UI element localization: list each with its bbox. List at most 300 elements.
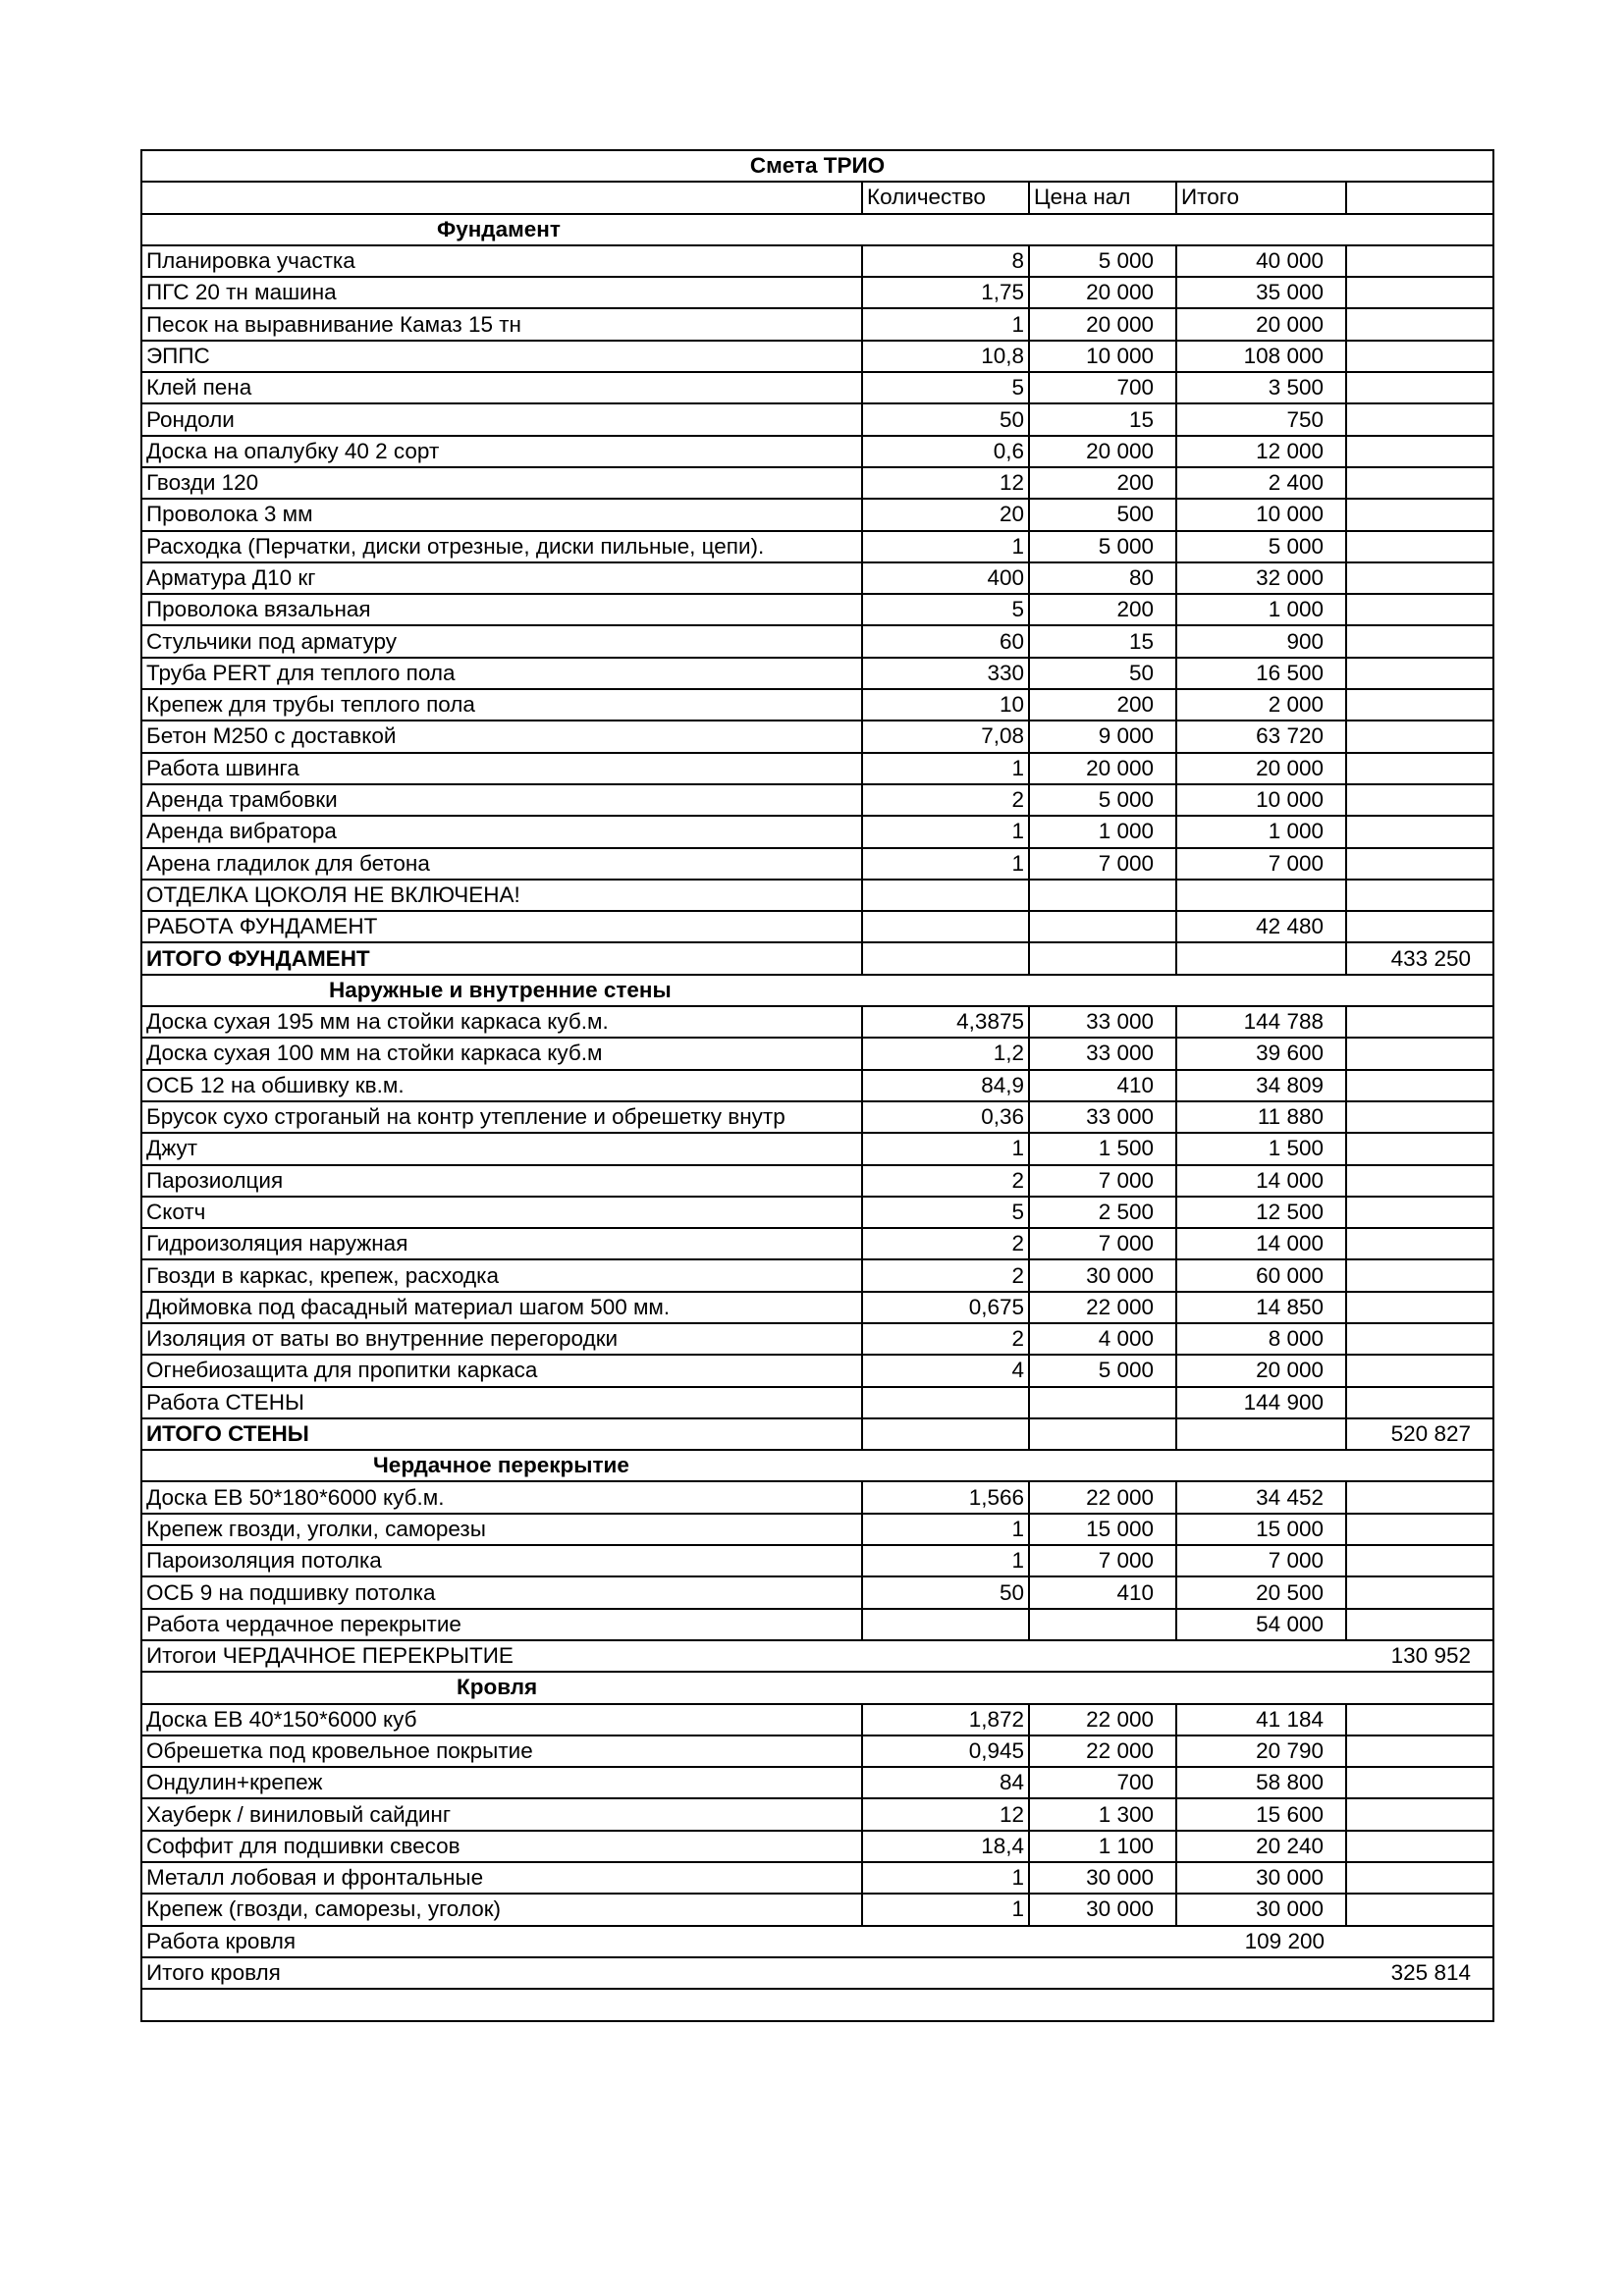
- item-qty: 1: [862, 1894, 1029, 1925]
- item-name: ПГС 20 тн машина: [141, 277, 862, 308]
- item-price: [1029, 1609, 1176, 1640]
- item-qty: 10: [862, 689, 1029, 721]
- item-total: 42 480: [1176, 911, 1346, 942]
- item-qty: [862, 1387, 1029, 1418]
- sheet-title: Смета ТРИО: [141, 150, 1493, 182]
- item-name: Джут: [141, 1133, 862, 1164]
- item-sum: [1346, 245, 1493, 277]
- item-name: Ондулин+крепеж: [141, 1767, 862, 1798]
- item-sum: [1346, 341, 1493, 372]
- item-sum: [1346, 848, 1493, 880]
- item-row: [141, 1798, 1493, 1830]
- item-price: 30 000: [1029, 1259, 1176, 1291]
- item-row: [141, 658, 1493, 689]
- item-total: 12 000: [1176, 436, 1346, 467]
- item-sum: [1346, 689, 1493, 721]
- item-name: Бетон М250 с доставкой: [141, 721, 862, 752]
- item-sum: [1346, 1165, 1493, 1197]
- item-row: [141, 1514, 1493, 1545]
- item-sum: [1346, 1323, 1493, 1355]
- item-row: [141, 436, 1493, 467]
- item-name: Пароизоляция потолка: [141, 1545, 862, 1576]
- item-qty: 10,8: [862, 341, 1029, 372]
- item-name: Парозиолция: [141, 1165, 862, 1197]
- item-name: Проволока 3 мм: [141, 499, 862, 530]
- item-name: Аренда вибратора: [141, 816, 862, 847]
- item-sum: [1346, 1735, 1493, 1767]
- total-sum: 130 952: [1346, 1640, 1493, 1672]
- section-total-row: [141, 1640, 1493, 1672]
- item-total: [1176, 880, 1346, 911]
- item-price: 700: [1029, 372, 1176, 403]
- item-name: Крепеж гвозди, уголки, саморезы: [141, 1514, 862, 1545]
- item-total: 14 850: [1176, 1292, 1346, 1323]
- item-sum: [1346, 1609, 1493, 1640]
- item-qty: 4: [862, 1355, 1029, 1386]
- item-qty: [862, 1609, 1029, 1640]
- item-sum: [1346, 1387, 1493, 1418]
- item-sum: [1346, 562, 1493, 594]
- section-total-row: [141, 942, 1493, 974]
- item-qty: 1: [862, 848, 1029, 880]
- item-name: Доска на опалубку 40 2 сорт: [141, 436, 862, 467]
- item-price: 20 000: [1029, 277, 1176, 308]
- item-row: [141, 1894, 1493, 1925]
- item-sum: [1346, 436, 1493, 467]
- item-name: Проволока вязальная: [141, 594, 862, 625]
- item-total: 1 500: [1176, 1133, 1346, 1164]
- item-total: 20 790: [1176, 1735, 1346, 1767]
- item-name: РАБОТА ФУНДАМЕНТ: [141, 911, 862, 942]
- item-total: 750: [1176, 403, 1346, 435]
- item-row: [141, 1387, 1493, 1418]
- section-total-row: [141, 1957, 1493, 1989]
- empty-cell: [141, 1989, 1493, 2020]
- item-name: Работа СТЕНЫ: [141, 1387, 862, 1418]
- item-qty: 0,6: [862, 436, 1029, 467]
- item-total: 12 500: [1176, 1197, 1346, 1228]
- item-name: Гвозди в каркас, крепеж, расходка: [141, 1259, 862, 1291]
- item-row: [141, 1545, 1493, 1576]
- item-row: [141, 1038, 1493, 1069]
- item-sum: [1346, 594, 1493, 625]
- work-row: [141, 1926, 1493, 1957]
- item-total: 20 000: [1176, 308, 1346, 340]
- item-qty: 5: [862, 372, 1029, 403]
- item-total: 144 788: [1176, 1006, 1346, 1038]
- item-qty: 1,872: [862, 1704, 1029, 1735]
- item-sum: [1346, 1481, 1493, 1513]
- item-row: [141, 1576, 1493, 1608]
- item-sum: [1346, 1228, 1493, 1259]
- section-row: [141, 1450, 1493, 1481]
- item-price: 30 000: [1029, 1894, 1176, 1925]
- item-name: Гвозди 120: [141, 467, 862, 499]
- item-sum: [1346, 1704, 1493, 1735]
- item-row: [141, 1355, 1493, 1386]
- item-total: 15 000: [1176, 1514, 1346, 1545]
- item-sum: [1346, 403, 1493, 435]
- item-total: 20 000: [1176, 753, 1346, 784]
- header-qty: Количество: [862, 182, 1029, 213]
- item-name: Крепеж для трубы теплого пола: [141, 689, 862, 721]
- item-row: [141, 1704, 1493, 1735]
- item-qty: 2: [862, 1259, 1029, 1291]
- item-row: [141, 1292, 1493, 1323]
- item-sum: [1346, 1006, 1493, 1038]
- item-price: 80: [1029, 562, 1176, 594]
- item-qty: 1: [862, 1514, 1029, 1545]
- item-price: 2 500: [1029, 1197, 1176, 1228]
- item-qty: [862, 911, 1029, 942]
- item-total: 34 809: [1176, 1070, 1346, 1101]
- item-row: [141, 1862, 1493, 1894]
- item-sum: [1346, 372, 1493, 403]
- item-name: Доска сухая 100 мм на стойки каркаса куб.м: [141, 1038, 862, 1069]
- section-row: [141, 975, 1493, 1006]
- item-total: 1 000: [1176, 816, 1346, 847]
- item-row: [141, 784, 1493, 816]
- section-title: Кровля: [141, 1672, 1493, 1703]
- item-row: [141, 1101, 1493, 1133]
- item-qty: 330: [862, 658, 1029, 689]
- item-price: 7 000: [1029, 848, 1176, 880]
- item-row: [141, 1070, 1493, 1101]
- section-title: Наружные и внутренние стены: [141, 975, 1493, 1006]
- empty-row: [141, 1989, 1493, 2020]
- item-qty: 8: [862, 245, 1029, 277]
- item-price: 10 000: [1029, 341, 1176, 372]
- item-sum: [1346, 880, 1493, 911]
- item-price: 15: [1029, 625, 1176, 657]
- item-price: 22 000: [1029, 1704, 1176, 1735]
- item-sum: [1346, 308, 1493, 340]
- item-sum: [1346, 1798, 1493, 1830]
- item-total: 39 600: [1176, 1038, 1346, 1069]
- item-row: [141, 848, 1493, 880]
- item-qty: 5: [862, 594, 1029, 625]
- item-price: [1029, 1387, 1176, 1418]
- item-price: 33 000: [1029, 1006, 1176, 1038]
- item-total: 32 000: [1176, 562, 1346, 594]
- item-price: 15 000: [1029, 1514, 1176, 1545]
- item-sum: [1346, 531, 1493, 562]
- item-sum: [1346, 277, 1493, 308]
- total-label: ИТОГО ФУНДАМЕНТ: [141, 942, 862, 974]
- item-row: [141, 753, 1493, 784]
- item-qty: 4,3875: [862, 1006, 1029, 1038]
- section-title: Чердачное перекрытие: [141, 1450, 1493, 1481]
- item-total: 54 000: [1176, 1609, 1346, 1640]
- item-total: 35 000: [1176, 277, 1346, 308]
- item-qty: 0,945: [862, 1735, 1029, 1767]
- item-total: 20 000: [1176, 1355, 1346, 1386]
- item-row: [141, 1609, 1493, 1640]
- item-price: 5 000: [1029, 784, 1176, 816]
- title-row: [141, 150, 1493, 182]
- item-row: [141, 880, 1493, 911]
- item-price: 5 000: [1029, 245, 1176, 277]
- item-price: 22 000: [1029, 1292, 1176, 1323]
- item-row: [141, 625, 1493, 657]
- item-name: Изоляция от ваты во внутренние перегородки: [141, 1323, 862, 1355]
- item-total: 7 000: [1176, 848, 1346, 880]
- header-row: [141, 182, 1493, 213]
- item-qty: [862, 880, 1029, 911]
- item-sum: [1346, 1862, 1493, 1894]
- item-price: 5 000: [1029, 531, 1176, 562]
- item-qty: 1: [862, 1545, 1029, 1576]
- total-qty: [862, 1418, 1029, 1450]
- item-name: Хауберк / виниловый сайдинг: [141, 1798, 862, 1830]
- item-qty: 50: [862, 1576, 1029, 1608]
- item-sum: [1346, 1355, 1493, 1386]
- item-row: [141, 1165, 1493, 1197]
- item-total: 41 184: [1176, 1704, 1346, 1735]
- item-price: 7 000: [1029, 1228, 1176, 1259]
- item-total: 20 500: [1176, 1576, 1346, 1608]
- item-sum: [1346, 1197, 1493, 1228]
- item-sum: [1346, 499, 1493, 530]
- item-sum: [1346, 721, 1493, 752]
- item-price: 700: [1029, 1767, 1176, 1798]
- item-total: 7 000: [1176, 1545, 1346, 1576]
- item-total: 63 720: [1176, 721, 1346, 752]
- item-total: 15 600: [1176, 1798, 1346, 1830]
- total-total: [1176, 1418, 1346, 1450]
- item-total: 34 452: [1176, 1481, 1346, 1513]
- item-total: 20 240: [1176, 1831, 1346, 1862]
- item-name: ОСБ 9 на подшивку потолка: [141, 1576, 862, 1608]
- item-price: 7 000: [1029, 1545, 1176, 1576]
- item-row: [141, 1831, 1493, 1862]
- header-sum: [1346, 182, 1493, 213]
- item-total: 11 880: [1176, 1101, 1346, 1133]
- item-qty: 7,08: [862, 721, 1029, 752]
- item-row: [141, 341, 1493, 372]
- item-total: 108 000: [1176, 341, 1346, 372]
- item-sum: [1346, 784, 1493, 816]
- item-qty: 1,75: [862, 277, 1029, 308]
- item-price: 200: [1029, 594, 1176, 625]
- work-label: Работа кровля: [141, 1926, 1176, 1957]
- item-row: [141, 1259, 1493, 1291]
- item-qty: 2: [862, 1165, 1029, 1197]
- item-row: [141, 689, 1493, 721]
- item-price: 1 300: [1029, 1798, 1176, 1830]
- item-sum: [1346, 1514, 1493, 1545]
- section-row: [141, 214, 1493, 245]
- item-qty: 2: [862, 784, 1029, 816]
- section-total-row: [141, 1418, 1493, 1450]
- item-sum: [1346, 1070, 1493, 1101]
- estimate-table: [140, 149, 1494, 2022]
- total-price: [1029, 942, 1176, 974]
- item-sum: [1346, 1292, 1493, 1323]
- item-total: 2 000: [1176, 689, 1346, 721]
- item-price: 1 100: [1029, 1831, 1176, 1862]
- item-name: Аренда трамбовки: [141, 784, 862, 816]
- item-total: 8 000: [1176, 1323, 1346, 1355]
- item-qty: 20: [862, 499, 1029, 530]
- item-name: Арматура Д10 кг: [141, 562, 862, 594]
- item-name: Металл лобовая и фронтальные: [141, 1862, 862, 1894]
- item-name: Крепеж (гвозди, саморезы, уголок): [141, 1894, 862, 1925]
- item-total: 16 500: [1176, 658, 1346, 689]
- item-row: [141, 562, 1493, 594]
- item-qty: 0,675: [862, 1292, 1029, 1323]
- item-price: 4 000: [1029, 1323, 1176, 1355]
- item-row: [141, 594, 1493, 625]
- item-price: 7 000: [1029, 1165, 1176, 1197]
- item-row: [141, 1228, 1493, 1259]
- item-row: [141, 1323, 1493, 1355]
- item-name: Соффит для подшивки свесов: [141, 1831, 862, 1862]
- item-total: 30 000: [1176, 1862, 1346, 1894]
- item-name: Скотч: [141, 1197, 862, 1228]
- item-sum: [1346, 658, 1493, 689]
- item-name: ОТДЕЛКА ЦОКОЛЯ НЕ ВКЛЮЧЕНА!: [141, 880, 862, 911]
- item-qty: 1: [862, 1862, 1029, 1894]
- work-total: 109 200: [1176, 1926, 1346, 1957]
- item-name: Клей пена: [141, 372, 862, 403]
- item-name: Рондоли: [141, 403, 862, 435]
- item-price: [1029, 911, 1176, 942]
- item-price: 20 000: [1029, 436, 1176, 467]
- item-price: 30 000: [1029, 1862, 1176, 1894]
- item-sum: [1346, 467, 1493, 499]
- section-title: Фундамент: [141, 214, 1493, 245]
- item-sum: [1346, 1894, 1493, 1925]
- header-total: Итого: [1176, 182, 1346, 213]
- item-price: 15: [1029, 403, 1176, 435]
- item-row: [141, 531, 1493, 562]
- work-sum: [1346, 1926, 1493, 1957]
- item-price: 33 000: [1029, 1038, 1176, 1069]
- item-price: 200: [1029, 689, 1176, 721]
- item-price: [1029, 880, 1176, 911]
- item-sum: [1346, 625, 1493, 657]
- total-qty: [862, 942, 1029, 974]
- item-qty: 50: [862, 403, 1029, 435]
- item-row: [141, 1197, 1493, 1228]
- item-total: 14 000: [1176, 1228, 1346, 1259]
- item-total: 10 000: [1176, 784, 1346, 816]
- total-label: Итогои ЧЕРДАЧНОЕ ПЕРЕКРЫТИЕ: [141, 1640, 1346, 1672]
- item-name: Арена гладилок для бетона: [141, 848, 862, 880]
- total-sum: 520 827: [1346, 1418, 1493, 1450]
- item-qty: 1: [862, 308, 1029, 340]
- total-sum: 433 250: [1346, 942, 1493, 974]
- item-total: 144 900: [1176, 1387, 1346, 1418]
- item-row: [141, 403, 1493, 435]
- item-price: 5 000: [1029, 1355, 1176, 1386]
- item-name: Обрешетка под кровельное покрытие: [141, 1735, 862, 1767]
- item-qty: 2: [862, 1228, 1029, 1259]
- item-sum: [1346, 1259, 1493, 1291]
- item-row: [141, 911, 1493, 942]
- item-row: [141, 245, 1493, 277]
- item-row: [141, 1481, 1493, 1513]
- item-name: Расходка (Перчатки, диски отрезные, диски пильные, цепи).: [141, 531, 862, 562]
- item-qty: 1: [862, 816, 1029, 847]
- total-sum: 325 814: [1346, 1957, 1493, 1989]
- item-name: Гидроизоляция наружная: [141, 1228, 862, 1259]
- item-sum: [1346, 1133, 1493, 1164]
- total-label: ИТОГО СТЕНЫ: [141, 1418, 862, 1450]
- total-label: Итого кровля: [141, 1957, 1346, 1989]
- item-total: 5 000: [1176, 531, 1346, 562]
- item-sum: [1346, 753, 1493, 784]
- item-qty: 1,566: [862, 1481, 1029, 1513]
- item-qty: 1: [862, 531, 1029, 562]
- item-row: [141, 1006, 1493, 1038]
- item-price: 500: [1029, 499, 1176, 530]
- item-total: 60 000: [1176, 1259, 1346, 1291]
- item-row: [141, 1133, 1493, 1164]
- item-row: [141, 467, 1493, 499]
- item-row: [141, 1735, 1493, 1767]
- item-row: [141, 372, 1493, 403]
- item-price: 410: [1029, 1070, 1176, 1101]
- item-qty: 0,36: [862, 1101, 1029, 1133]
- item-price: 50: [1029, 658, 1176, 689]
- header-name: [141, 182, 862, 213]
- item-name: ОСБ 12 на обшивку кв.м.: [141, 1070, 862, 1101]
- item-price: 9 000: [1029, 721, 1176, 752]
- item-name: Планировка участка: [141, 245, 862, 277]
- item-sum: [1346, 1101, 1493, 1133]
- item-price: 410: [1029, 1576, 1176, 1608]
- item-row: [141, 308, 1493, 340]
- item-qty: 2: [862, 1323, 1029, 1355]
- item-total: 1 000: [1176, 594, 1346, 625]
- item-name: Огнебиозащита для пропитки каркаса: [141, 1355, 862, 1386]
- item-name: Песок на выравнивание Камаз 15 тн: [141, 308, 862, 340]
- item-sum: [1346, 1767, 1493, 1798]
- item-row: [141, 1767, 1493, 1798]
- item-qty: 400: [862, 562, 1029, 594]
- item-qty: 12: [862, 467, 1029, 499]
- item-total: 2 400: [1176, 467, 1346, 499]
- item-sum: [1346, 1545, 1493, 1576]
- item-name: Доска ЕВ 50*180*6000 куб.м.: [141, 1481, 862, 1513]
- item-price: 1 500: [1029, 1133, 1176, 1164]
- item-qty: 5: [862, 1197, 1029, 1228]
- item-qty: 1: [862, 1133, 1029, 1164]
- item-name: Доска ЕВ 40*150*6000 куб: [141, 1704, 862, 1735]
- item-sum: [1346, 1831, 1493, 1862]
- item-price: 22 000: [1029, 1735, 1176, 1767]
- item-total: 10 000: [1176, 499, 1346, 530]
- item-total: 900: [1176, 625, 1346, 657]
- item-price: 20 000: [1029, 753, 1176, 784]
- item-name: Брусок сухо строганый на контр утепление и обрешетку внутр: [141, 1101, 862, 1133]
- item-qty: 12: [862, 1798, 1029, 1830]
- item-qty: 18,4: [862, 1831, 1029, 1862]
- item-price: 1 000: [1029, 816, 1176, 847]
- item-qty: 84: [862, 1767, 1029, 1798]
- total-price: [1029, 1418, 1176, 1450]
- item-row: [141, 721, 1493, 752]
- item-total: 30 000: [1176, 1894, 1346, 1925]
- header-price: Цена нал: [1029, 182, 1176, 213]
- item-name: Доска сухая 195 мм на стойки каркаса куб.м.: [141, 1006, 862, 1038]
- item-price: 200: [1029, 467, 1176, 499]
- item-name: Стульчики под арматуру: [141, 625, 862, 657]
- item-name: Труба PERT для теплого пола: [141, 658, 862, 689]
- item-name: Работа чердачное перекрытие: [141, 1609, 862, 1640]
